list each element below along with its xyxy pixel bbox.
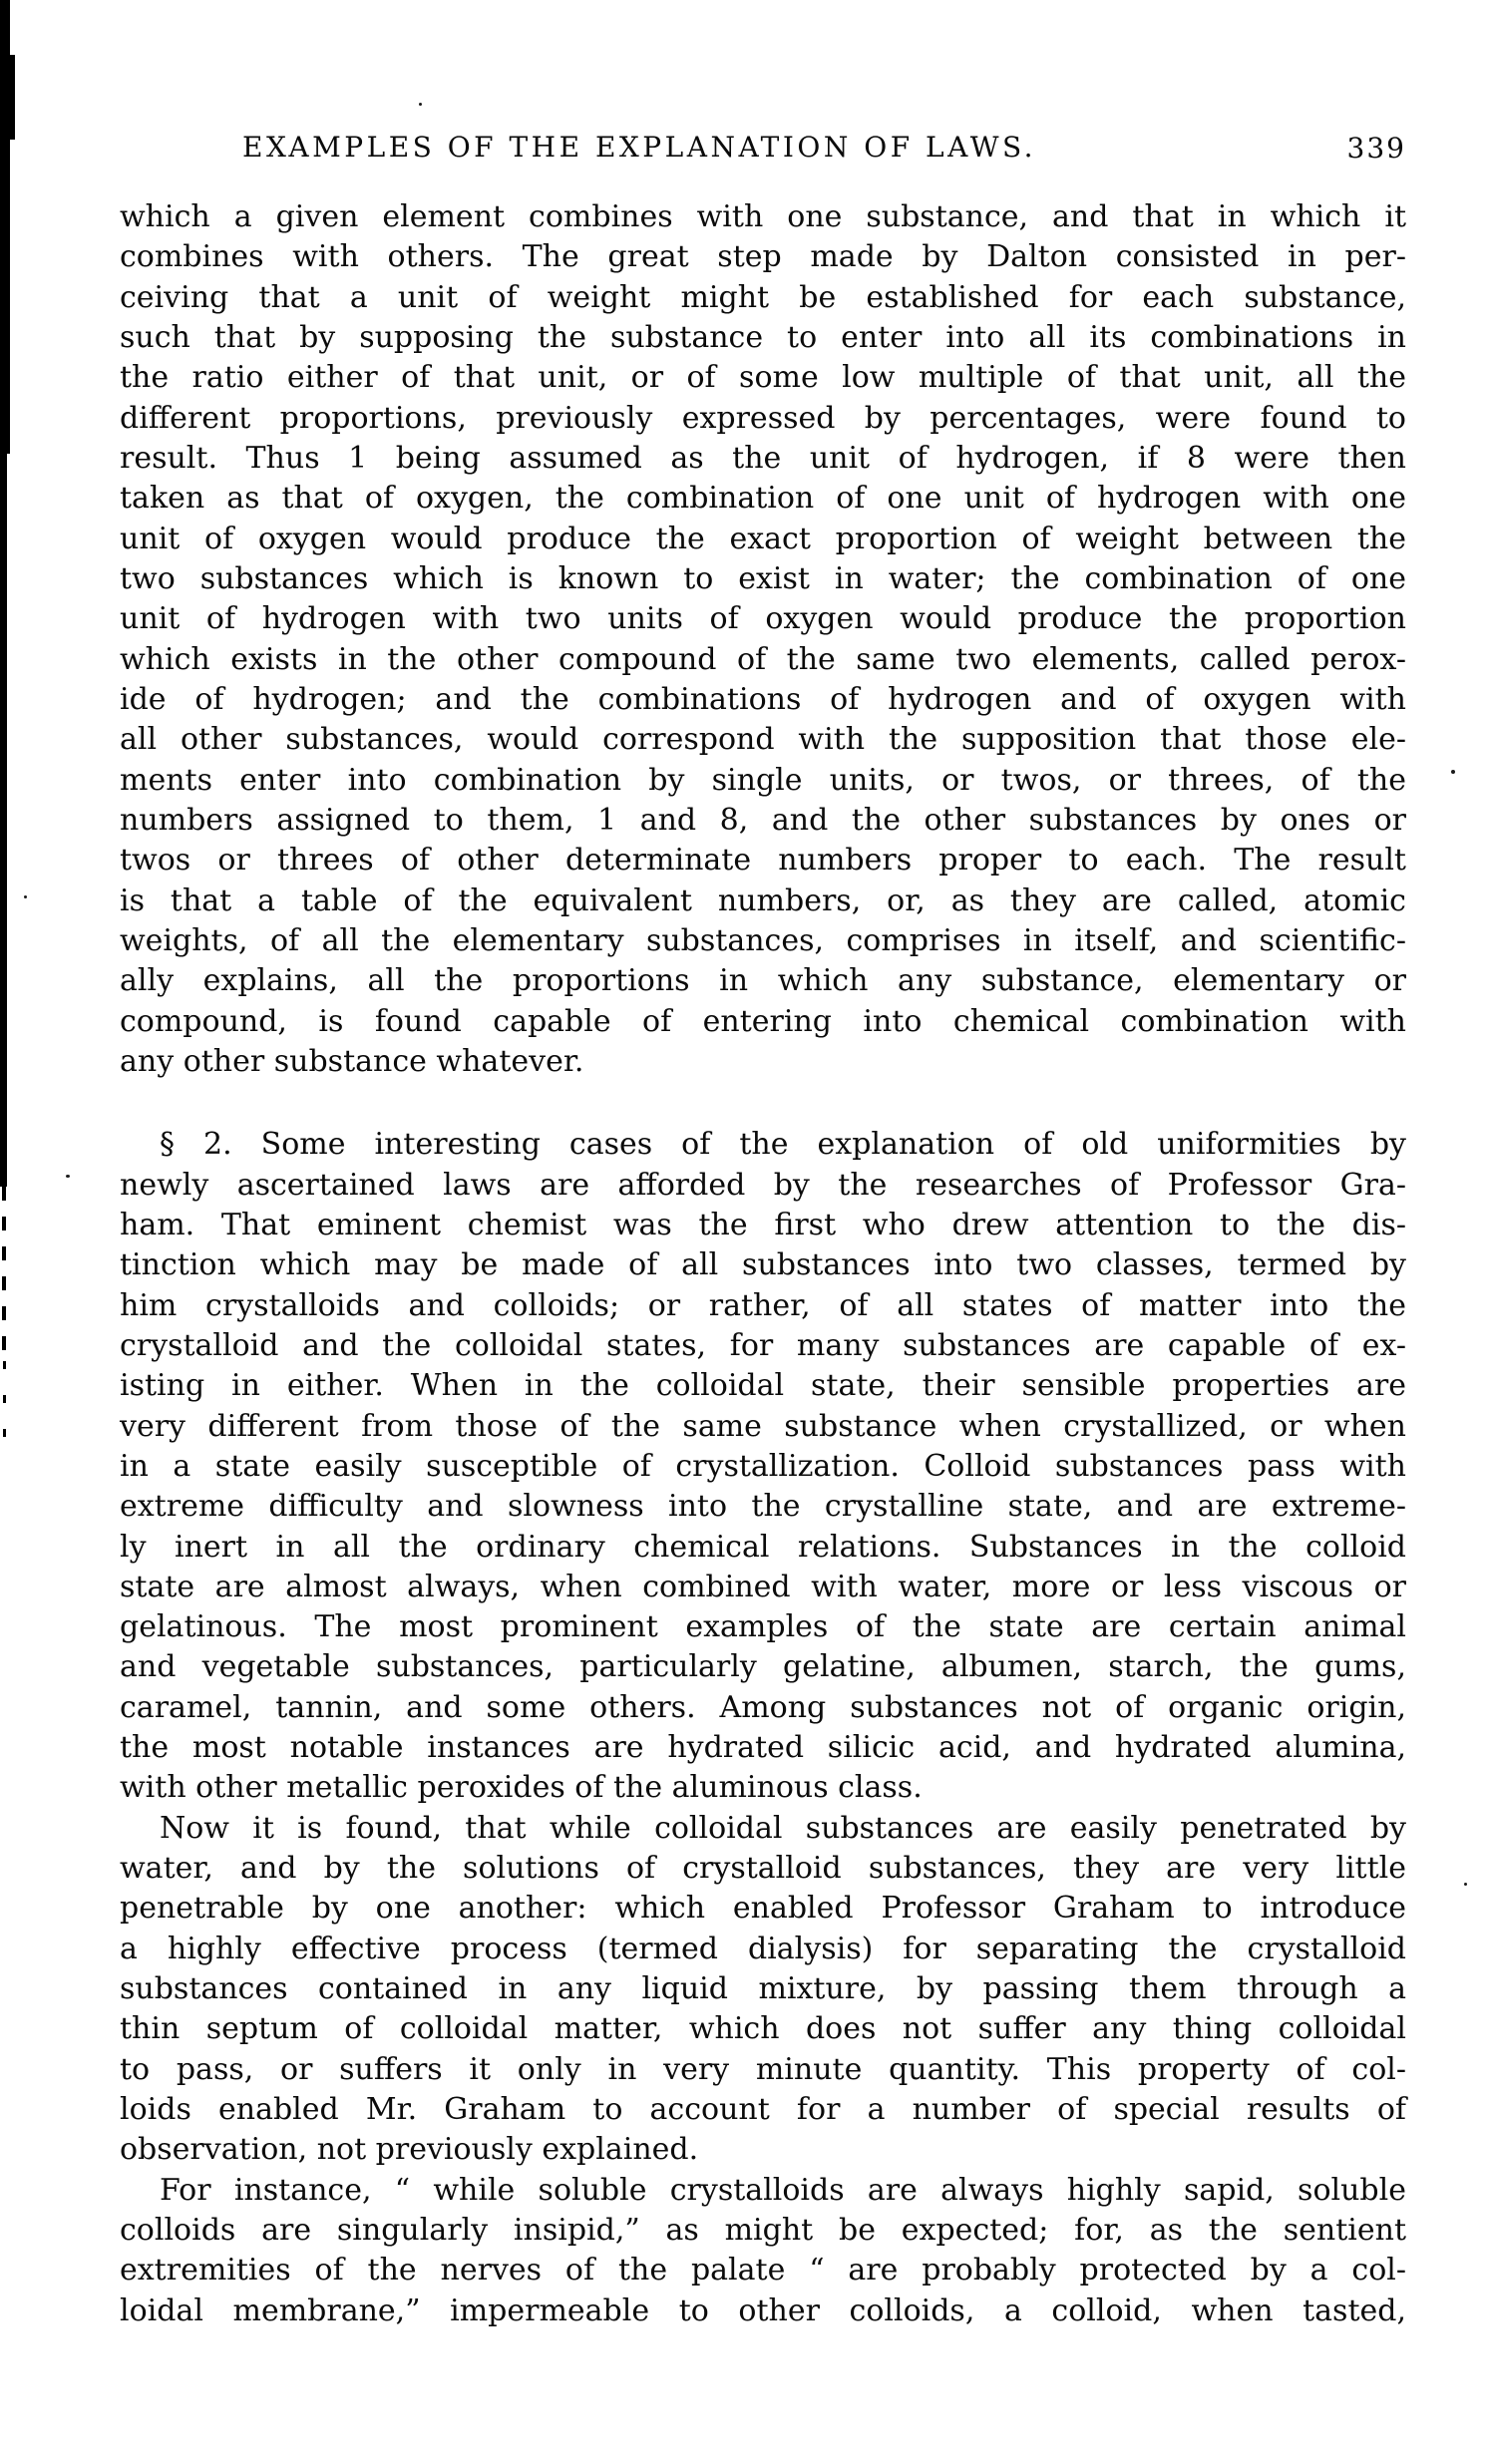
text-line: state are almost always, when combined with water, more or less viscous or xyxy=(120,1569,1406,1604)
scan-speck xyxy=(66,1175,70,1178)
text-line: which a given element combines with one substance, and that in which it xyxy=(120,199,1406,234)
text-line: any other substance whatever. xyxy=(120,1043,584,1079)
text-line: twos or threes of other determinate numbers proper to each. The result xyxy=(120,843,1406,879)
text-line: loidal membrane,” impermeable to other colloids, a colloid, when tasted, xyxy=(120,2292,1406,2328)
text-line: For instance, “ while soluble crystalloids are always highly sapid, soluble xyxy=(160,2172,1406,2208)
text-line: is that a table of the equivalent numbers, or, as they are called, atomic xyxy=(120,882,1406,918)
text-line: compound, is found capable of entering into chemical combination with xyxy=(120,1003,1406,1039)
text-line: very different from those of the same substance when crystallized, or when xyxy=(120,1408,1406,1444)
text-line: substances contained in any liquid mixture, by passing them through a xyxy=(120,1971,1406,2007)
text-line: thin septum of colloidal matter, which does not suffer any thing colloidal xyxy=(120,2011,1406,2047)
text-line: ally explains, all the proportions in which any substance, elementary or xyxy=(120,963,1406,999)
text-line: penetrable by one another: which enabled Professor Graham to introduce xyxy=(120,1891,1406,1927)
text-line: caramel, tannin, and some others. Among substances not of organic origin, xyxy=(120,1689,1406,1725)
paragraph xyxy=(120,1809,1406,2171)
paragraph xyxy=(120,197,1406,1082)
text-line: crystalloid and the colloidal states, for many substances are capable of ex- xyxy=(120,1327,1406,1363)
text-line: result. Thus 1 being assumed as the unit of hydrogen, if 8 were then xyxy=(120,440,1406,476)
scan-edge-artifact xyxy=(3,1361,6,1461)
text-line: in a state easily susceptible of crystallization. Colloid substances pass with xyxy=(120,1448,1406,1484)
text-line: ide of hydrogen; and the combinations of hydrogen and of oxygen with xyxy=(120,681,1406,717)
text-line: unit of oxygen would produce the exact proportion of weight between the xyxy=(120,521,1406,556)
text-line: different proportions, previously expressed by percentages, were found to xyxy=(120,400,1406,436)
text-line: ceiving that a unit of weight might be established for each substance, xyxy=(120,279,1406,315)
page-number: 339 xyxy=(1346,132,1406,165)
text-line: weights, of all the elementary substances, comprises in itself, and scientific- xyxy=(120,922,1406,958)
text-line: to pass, or suffers it only in very minute quantity. This property of col- xyxy=(120,2051,1406,2087)
paragraph xyxy=(120,1125,1406,1809)
text-line: a highly effective process (termed dialysis) for separating the crystalloid xyxy=(120,1931,1406,1966)
text-line: § 2. Some interesting cases of the explanation of old uniformities by xyxy=(160,1127,1406,1163)
scan-speck xyxy=(24,895,27,898)
text-line: and vegetable substances, particularly gelatine, albumen, starch, the gums, xyxy=(120,1649,1406,1685)
text-line: two substances which is known to exist in water; the combination of one xyxy=(120,560,1406,596)
scan-edge-artifact xyxy=(0,454,7,1187)
scan-speck xyxy=(1464,1883,1467,1886)
text-line: tinction which may be made of all substances into two classes, termed by xyxy=(120,1247,1406,1283)
text-line: ly inert in all the ordinary chemical relations. Substances in the colloid xyxy=(120,1529,1406,1565)
text-block xyxy=(120,197,1406,2331)
text-line: with other metallic peroxides of the aluminous class. xyxy=(120,1770,923,1806)
text-line: which exists in the other compound of the same two elements, called perox- xyxy=(120,641,1406,677)
text-line: numbers assigned to them, 1 and 8, and the other substances by ones or xyxy=(120,802,1406,838)
text-line: combines with others. The great step made by Dalton consisted in per- xyxy=(120,239,1406,275)
text-line: extreme difficulty and slowness into the crystalline state, and are extreme- xyxy=(120,1489,1406,1525)
text-line: him crystalloids and colloids; or rather, of all states of matter into the xyxy=(120,1287,1406,1323)
text-line: water, and by the solutions of crystalloid substances, they are very little xyxy=(120,1851,1406,1887)
text-line: ments enter into combination by single units, or twos, or threes, of the xyxy=(120,762,1406,798)
text-line: loids enabled Mr. Graham to account for a number of special results of xyxy=(120,2092,1406,2128)
text-line: observation, not previously explained. xyxy=(120,2132,699,2168)
page-title: EXAMPLES OF THE EXPLANATION OF LAWS. xyxy=(242,131,1037,164)
text-line: isting in either. When in the colloidal state, their sensible properties are xyxy=(120,1368,1406,1404)
text-line: extremities of the nerves of the palate “ are probably protected by a col- xyxy=(120,2253,1406,2288)
paragraph xyxy=(120,2171,1406,2331)
text-line: colloids are singularly insipid,” as might be expected; for, as the sentient xyxy=(120,2213,1406,2249)
text-line: the ratio either of that unit, or of some low multiple of that unit, all the xyxy=(120,360,1406,396)
running-header xyxy=(0,0,1490,179)
scan-edge-artifact xyxy=(2,1187,6,1361)
text-line: such that by supposing the substance to enter into all its combinations in xyxy=(120,319,1406,355)
text-line: Now it is found, that while colloidal substances are easily penetrated by xyxy=(160,1810,1406,1846)
text-line: newly ascertained laws are afforded by the researches of Professor Gra- xyxy=(120,1167,1406,1203)
text-line: gelatinous. The most prominent examples of the state are certain animal xyxy=(120,1609,1406,1645)
text-line: all other substances, would correspond with the supposition that those ele- xyxy=(120,722,1406,758)
text-line: taken as that of oxygen, the combination of one unit of hydrogen with one xyxy=(120,481,1406,517)
text-line: ham. That eminent chemist was the first who drew attention to the dis- xyxy=(120,1207,1406,1242)
text-line: unit of hydrogen with two units of oxygen would produce the proportion xyxy=(120,601,1406,637)
scan-speck xyxy=(1451,770,1455,774)
text-line: the most notable instances are hydrated silicic acid, and hydrated alumina, xyxy=(120,1730,1406,1766)
